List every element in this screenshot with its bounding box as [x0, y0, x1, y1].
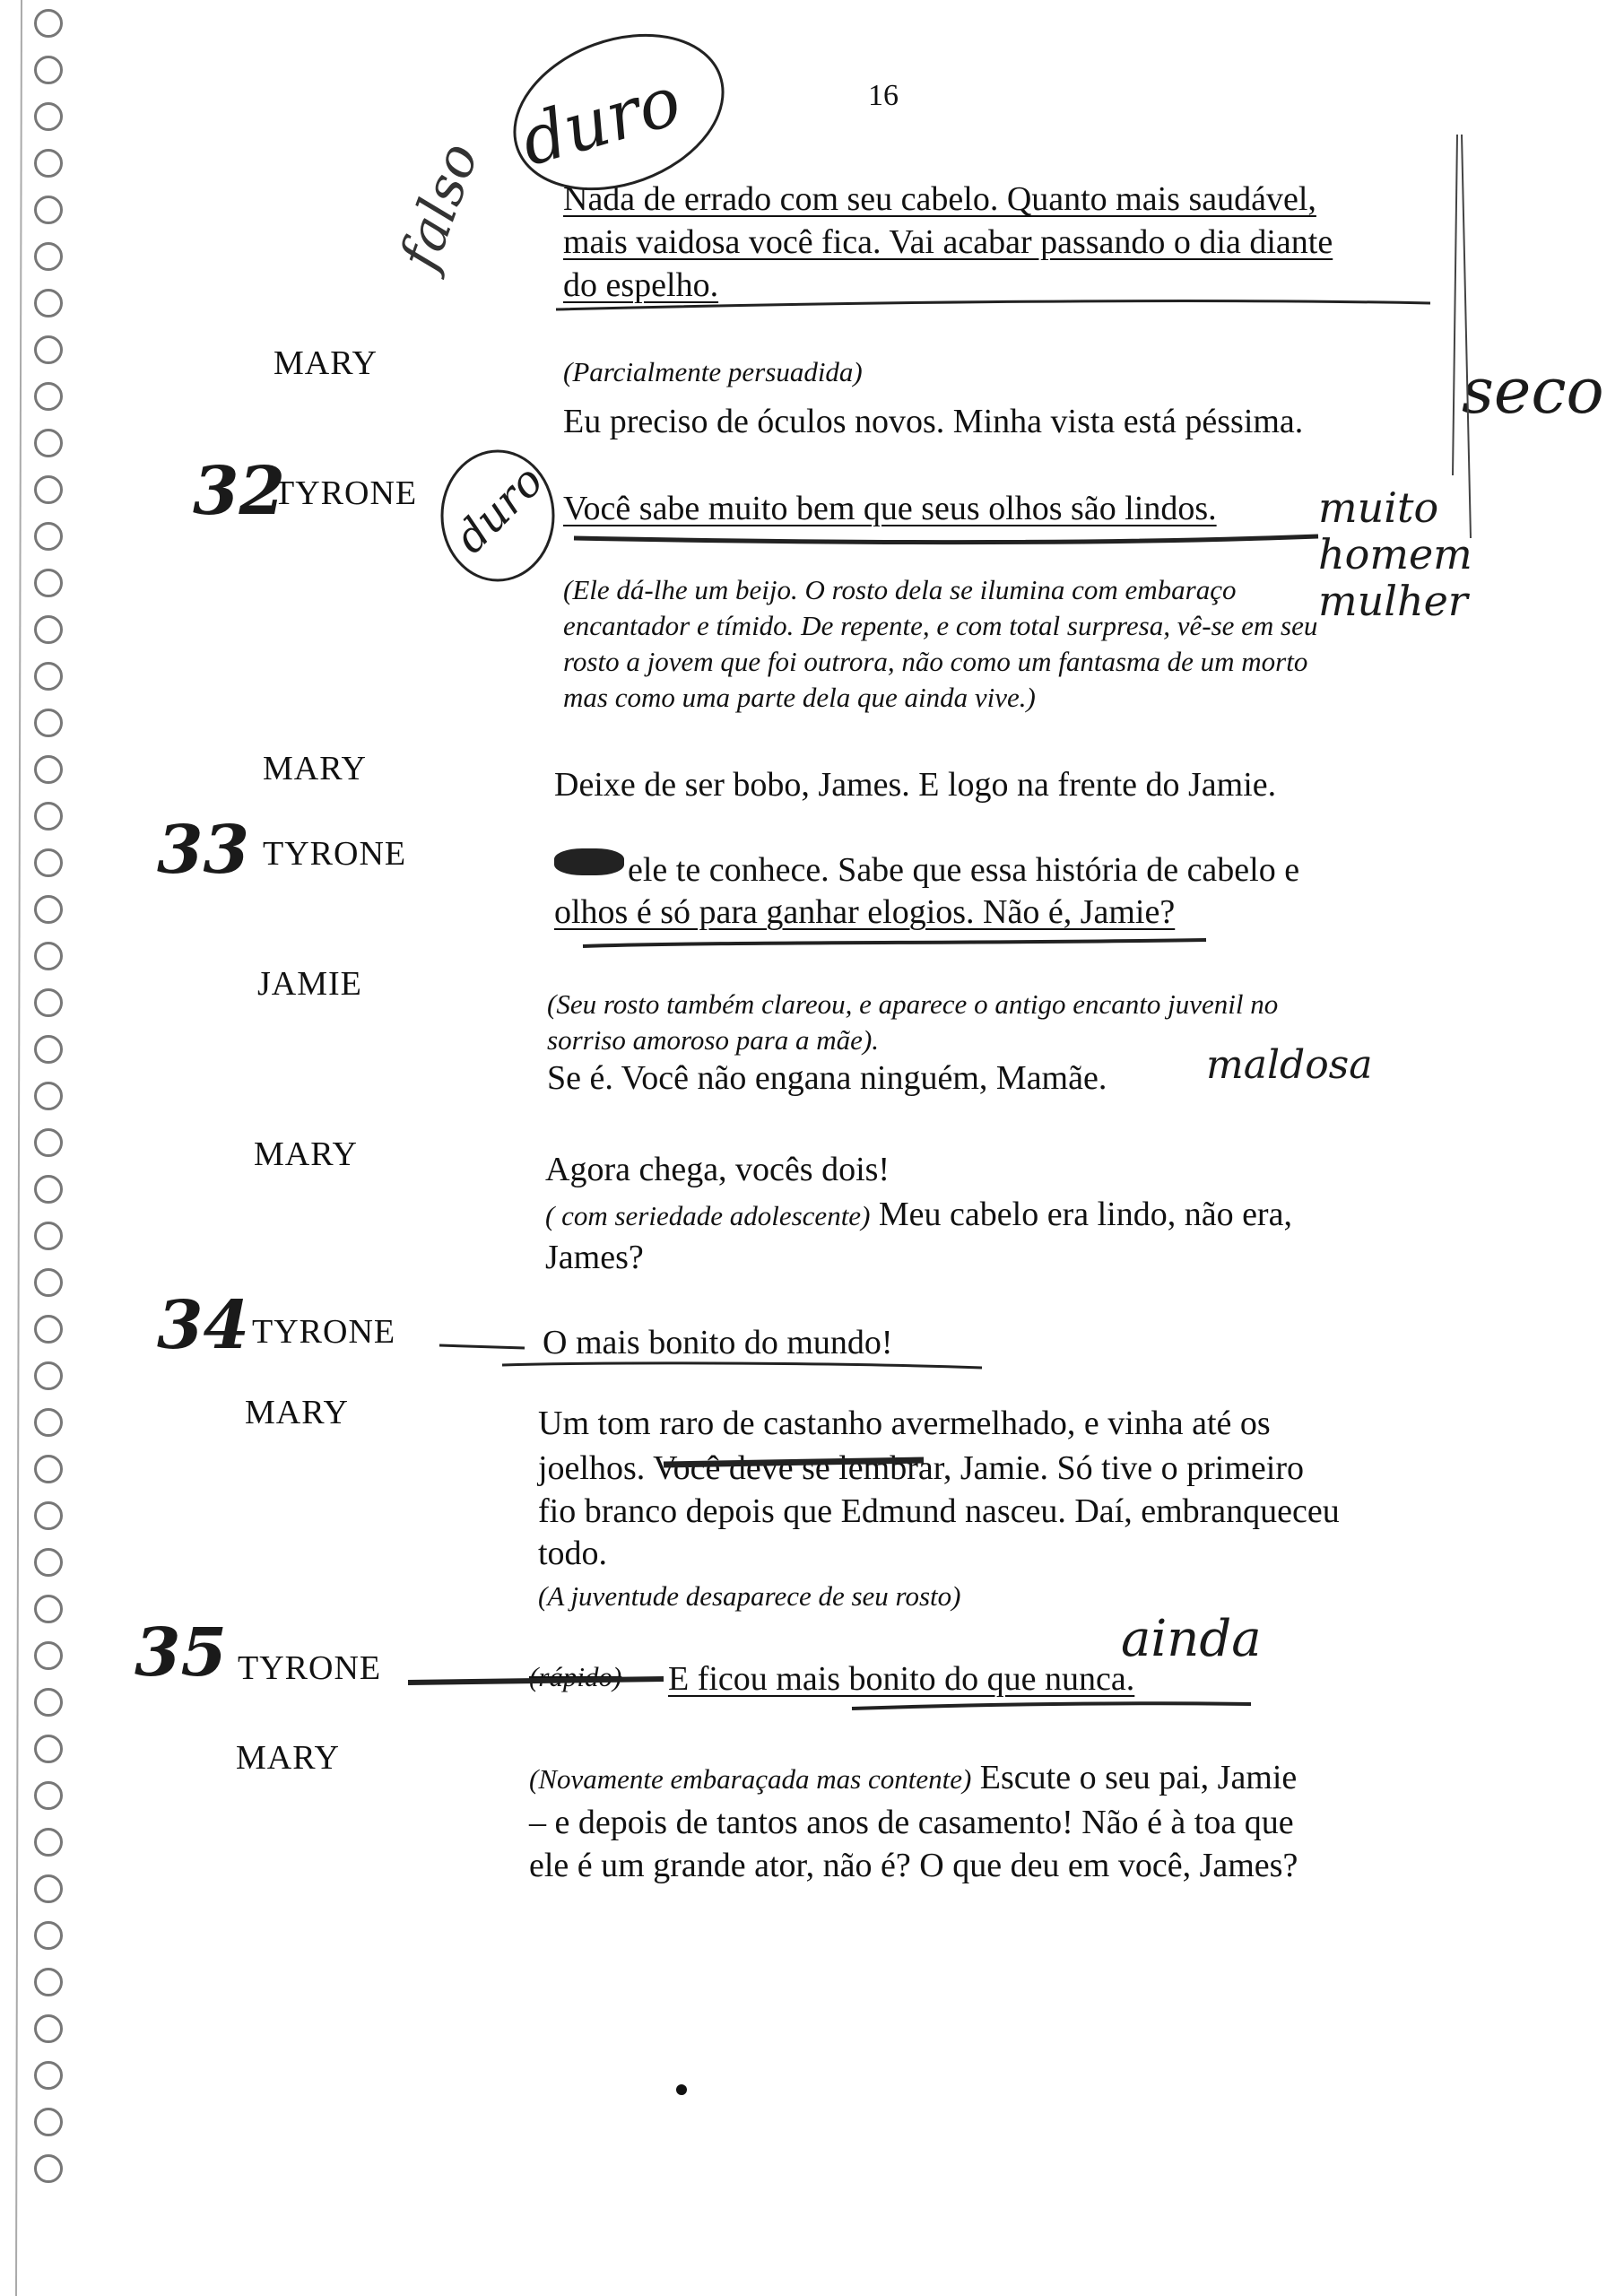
dialogue-line: Nada de errado com seu cabelo. Quanto mais saudável, [563, 180, 1316, 218]
speaker-name: TYRONE [252, 1313, 396, 1351]
margin-line [1462, 135, 1471, 538]
handwritten-note: seco [1462, 354, 1604, 428]
dialogue-line: Um tom raro de castanho avermelhado, e vinha até os [538, 1405, 1271, 1442]
pen-underline [574, 536, 1318, 543]
dialogue-text: Meu cabelo era lindo, não era, [870, 1196, 1292, 1233]
stage-direction: sorriso amoroso para a mãe). [547, 1024, 880, 1056]
dialogue-line: do espelho. [563, 266, 719, 304]
dialogue-line: joelhos. Você deve se lembrar, Jamie. Só tive o primeiro [538, 1449, 1304, 1487]
stage-direction: (Parcialmente persuadida) [563, 356, 863, 387]
cue-number: 33 [157, 812, 249, 889]
cue-number: 35 [135, 1614, 227, 1692]
handwritten-note: duro [445, 456, 553, 563]
dialogue-line: Agora chega, vocês dois! [545, 1151, 890, 1188]
dialogue-line: mais vaidosa você fica. Vai acabar passando o dia diante [563, 223, 1333, 261]
dialogue-line: fio branco depois que Edmund nasceu. Daí, embranqueceu [538, 1492, 1340, 1530]
dialogue-line: todo. [538, 1535, 608, 1572]
speaker-name: TYRONE [263, 835, 407, 873]
stage-direction: encantador e tímido. De repente, e com total surpresa, vê-se em seu [563, 610, 1318, 641]
dialogue-line: – e depois de tantos anos de casamento! Não é à toa que [529, 1804, 1294, 1841]
dialogue-line: ele é um grande ator, não é? O que deu em você, James? [529, 1847, 1298, 1884]
dialogue-line: Eu preciso de óculos novos. Minha vista está péssima. [563, 403, 1304, 440]
dialogue-line: Deixe de ser bobo, James. E logo na frente do Jamie. [554, 766, 1277, 804]
pen-underline [583, 940, 1206, 946]
handwritten-note: falso [387, 135, 491, 278]
ink-dot [676, 2084, 687, 2095]
handwritten-note: muito homem mulher [1318, 483, 1472, 625]
stage-direction: (Novamente embaraçada mas contente) [529, 1763, 972, 1795]
dialogue-line: olhos é só para ganhar elogios. Não é, Jamie? [554, 893, 1176, 931]
page-number: 16 [868, 79, 899, 112]
stage-direction: (Seu rosto também clareou, e aparece o antigo encanto juvenil no [547, 988, 1279, 1020]
dialogue-line: Se é. Você não engana ninguém, Mamãe. [547, 1059, 1107, 1097]
stage-direction: mas como uma parte dela que ainda vive.) [563, 682, 1036, 713]
speaker-name: MARY [274, 344, 378, 382]
margin-line [1453, 135, 1457, 475]
dialogue-text: Escute o seu pai, Jamie [971, 1759, 1298, 1796]
speaker-name: JAMIE [257, 965, 362, 1003]
stage-direction: rosto a jovem que foi outrora, não como um fantasma de um morto [563, 646, 1308, 677]
pen-dash [439, 1345, 525, 1348]
handwritten-note: maldosa [1206, 1042, 1373, 1088]
cue-number: 32 [193, 453, 285, 530]
annotation-circle [442, 451, 553, 580]
speaker-name: TYRONE [238, 1649, 382, 1687]
strikethrough-line [408, 1679, 664, 1683]
dialogue-line: James? [545, 1239, 644, 1276]
stage-direction: ( com seriedade adolescente) [545, 1200, 871, 1231]
stage-direction: (A juventude desaparece de seu rosto) [538, 1580, 961, 1612]
dialogue-line: Você sabe muito bem que seus olhos são lindos. [563, 490, 1217, 527]
handwritten-note: duro [512, 59, 690, 182]
annotation-circle [493, 8, 744, 216]
dialogue-line: E ficou mais bonito do que nunca. [668, 1660, 1135, 1698]
dialogue-line: ele te conhece. Sabe que essa história de cabelo e [628, 851, 1300, 889]
speaker-name: MARY [263, 750, 367, 787]
pen-underline [852, 1703, 1251, 1709]
struck-direction: (rápido) [529, 1661, 622, 1692]
speaker-name: TYRONE [274, 474, 418, 512]
speaker-name: MARY [245, 1394, 349, 1431]
pen-underline [556, 301, 1430, 309]
speaker-name: MARY [236, 1739, 340, 1777]
pen-underline [502, 1363, 982, 1368]
strikethrough-line [664, 1460, 924, 1465]
handwritten-note: ainda [1121, 1610, 1262, 1668]
dialogue-line: O mais bonito do mundo! [543, 1324, 893, 1361]
speaker-name: MARY [254, 1135, 358, 1173]
cue-number: 34 [157, 1287, 249, 1364]
stage-direction: (Ele dá-lhe um beijo. O rosto dela se ilumina com embaraço [563, 574, 1237, 605]
page-edge [16, 0, 22, 2296]
